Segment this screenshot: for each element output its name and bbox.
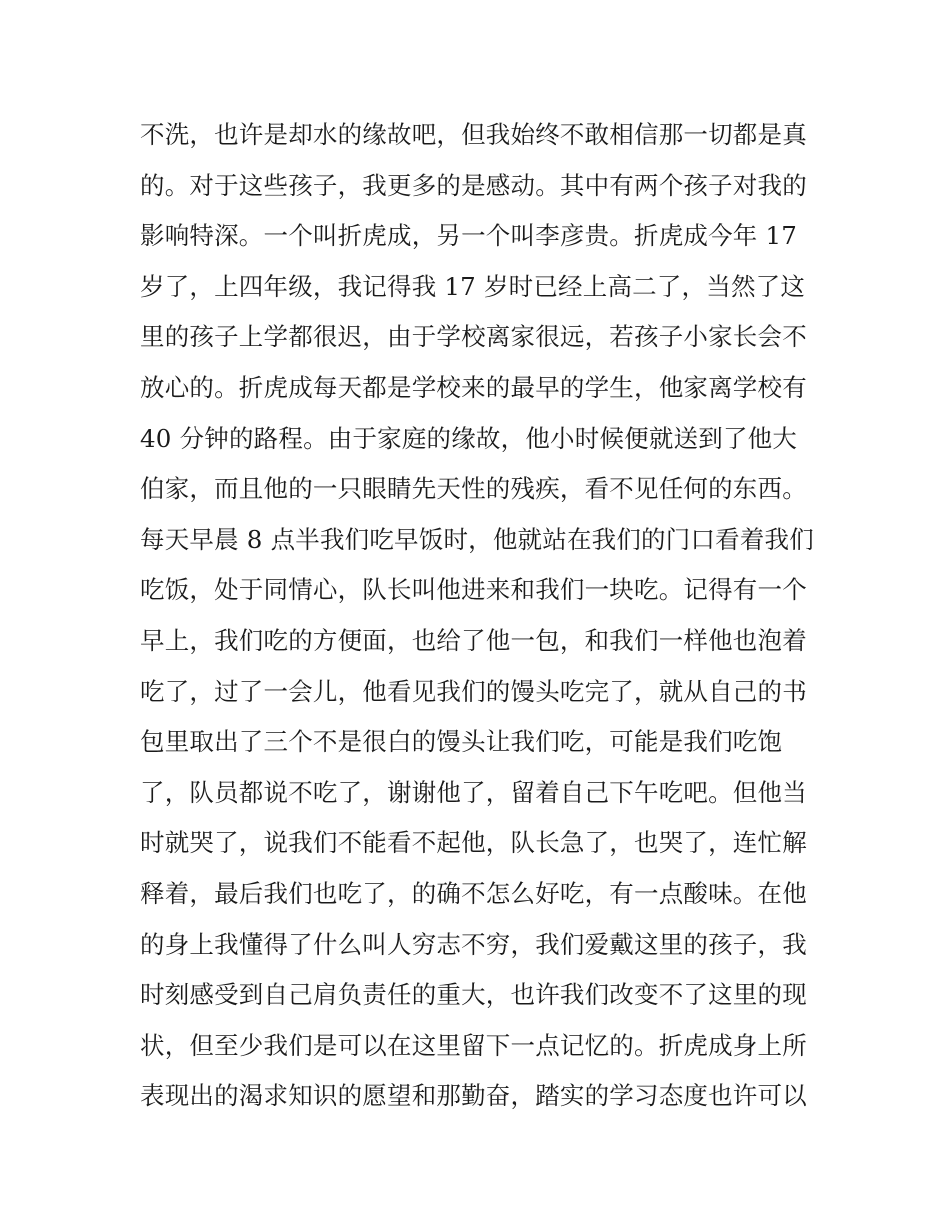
text-line: 每天早晨 8 点半我们吃早饭时，他就站在我们的门口看着我们: [140, 524, 814, 554]
text-line: 放心的。折虎成每天都是学校来的最早的学生，他家离学校有: [140, 372, 807, 402]
text-line: 时刻感受到自己肩负责任的重大，也许我们改变不了这里的现: [140, 980, 807, 1010]
text-line: 早上，我们吃的方便面，也给了他一包，和我们一样他也泡着: [140, 625, 807, 655]
text-line: 里的孩子上学都很迟，由于学校离家很远，若孩子小家长会不: [140, 322, 807, 352]
text-line: 吃了，过了一会儿，他看见我们的馒头吃完了，就从自己的书: [140, 676, 807, 706]
text-line: 岁了，上四年级，我记得我 17 岁时已经上高二了，当然了这: [140, 271, 806, 301]
text-line: 的。对于这些孩子，我更多的是感动。其中有两个孩子对我的: [140, 170, 807, 200]
text-line: 包里取出了三个不是很白的馒头让我们吃，可能是我们吃饱: [140, 727, 783, 757]
text-line: 释着，最后我们也吃了，的确不怎么好吃，有一点酸味。在他: [140, 878, 807, 908]
text-line: 的身上我懂得了什么叫人穷志不穷，我们爱戴这里的孩子，我: [140, 929, 807, 959]
text-line: 时就哭了，说我们不能看不起他，队长急了，也哭了，连忙解: [140, 828, 807, 858]
text-line: 了，队员都说不吃了，谢谢他了，留着自己下午吃吧。但他当: [140, 777, 807, 807]
text-line: 伯家，而且他的一只眼睛先天性的残疾，看不见任何的东西。: [140, 474, 807, 504]
text-line: 状，但至少我们是可以在这里留下一点记忆的。折虎成身上所: [140, 1030, 807, 1060]
text-line: 表现出的渴求知识的愿望和那勤奋，踏实的学习态度也许可以: [140, 1081, 807, 1111]
text-line: 吃饭，处于同情心，队长叫他进来和我们一块吃。记得有一个: [140, 575, 807, 605]
body-text: [140, 110, 820, 1122]
text-line: 40 分钟的路程。由于家庭的缘故，他小时候便就送到了他大: [140, 423, 798, 453]
text-line: 不洗，也许是却水的缘故吧，但我始终不敢相信那一切都是真: [140, 120, 807, 149]
text-line: 影响特深。一个叫折虎成，另一个叫李彦贵。折虎成今年 17: [140, 221, 798, 251]
